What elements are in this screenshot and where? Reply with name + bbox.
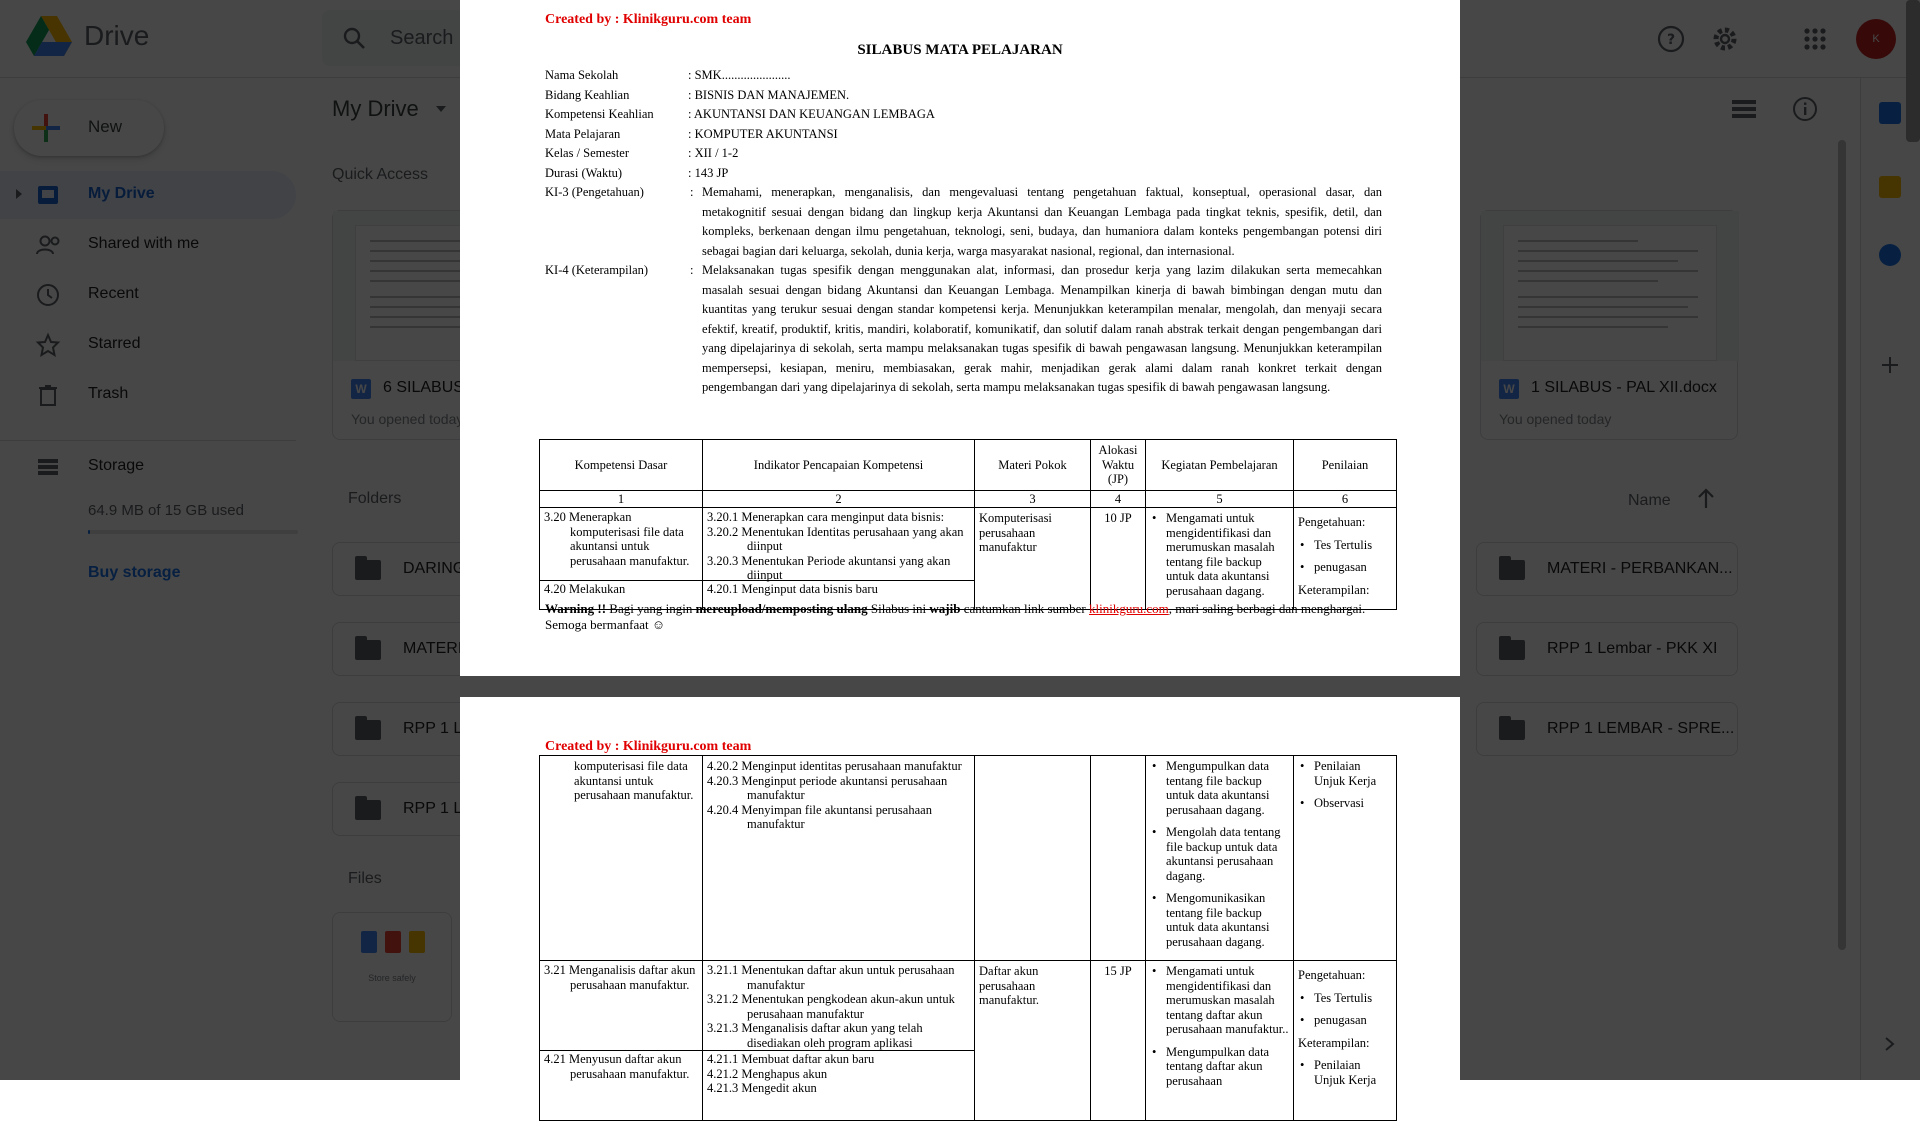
indikator-item: 4.20.1 Menginput data bisnis baru bbox=[707, 582, 878, 596]
info-value: : 143 JP bbox=[688, 166, 729, 180]
warning-note bbox=[545, 601, 1380, 633]
kegiatan-item: • Mengamati untuk mengidentifikasi dan merumuskan masalah tentang daftar akun perusahaan manufaktur.. bbox=[1150, 964, 1289, 1037]
column-number: 1 bbox=[540, 490, 703, 508]
info-label: Kelas / Semester bbox=[545, 146, 630, 160]
info-label: Kompetensi Keahlian bbox=[545, 107, 654, 121]
indikator-item: 3.20.2 Menentukan Identitas perusahaan yang akan diinput bbox=[707, 524, 964, 553]
warning-text: cantumkan link sumber bbox=[960, 601, 1089, 616]
warning-bold: mereupload/memposting ulang bbox=[695, 601, 868, 616]
kegiatan-item: • Mengolah data tentang file backup untuk data akuntansi perusahaan dagang. bbox=[1150, 825, 1289, 883]
waktu-cell: 10 JP bbox=[1091, 508, 1146, 610]
indikator-item: 3.21.3 Menganalisis daftar akun yang telah disediakan oleh program aplikasi bbox=[707, 1021, 923, 1050]
kd-3-21: 3.21 Menganalisis daftar akun perusahaan manufaktur. bbox=[544, 963, 696, 992]
penilaian-item: • Penilaian Unjuk Kerja bbox=[1298, 759, 1392, 788]
credit-line: Created by : Klinikguru.com team bbox=[545, 739, 752, 754]
kd-3-20: 3.20 Menerapkan komputerisasi file data akuntansi untuk perusahaan manufaktur. bbox=[544, 510, 690, 568]
kd-4-20: 4.20 Melakukan bbox=[544, 582, 626, 596]
header-penilaian: Penilaian bbox=[1294, 440, 1397, 491]
document-page-2 bbox=[460, 697, 1460, 1095]
syllabus-table-continued bbox=[539, 755, 1397, 1121]
info-value: : XII / 1-2 bbox=[688, 146, 739, 160]
ki4-colon: : bbox=[690, 263, 694, 277]
materi-cell: Daftar akun perusahaan manufaktur. bbox=[975, 961, 1091, 1121]
indikator-item: 4.21.2 Menghapus akun bbox=[707, 1066, 828, 1081]
info-value: : KOMPUTER AKUNTANSI bbox=[688, 127, 838, 141]
document-page-1 bbox=[460, 0, 1460, 676]
penilaian-item: • Penilaian Unjuk Kerja bbox=[1298, 1058, 1392, 1087]
penilaian-cell bbox=[1294, 756, 1397, 961]
ki3-text: Memahami, menerapkan, menganalisis, dan mengevaluasi tentang pengetahuan faktual, konseptual, operasional dasar, dan metakognitif sesuai dengan bidang dan lingkup kerja Akuntansi dan Keuangan Lembaga pada tingkat teknis, spesifik, detil, dan kompleks, berkenaan dengan ilmu pengetahuan, teknologi, seni, budaya, dan humaniora dalam konteks pengembangan potensi diri sebagai bagian dari keluarga, sekolah, dunia kerja, warga masyarakat nasional, regional, dan internasional. bbox=[702, 185, 1382, 258]
info-label: Durasi (Waktu) bbox=[545, 166, 623, 180]
ki3-label: KI-3 (Pengetahuan) bbox=[545, 185, 644, 199]
header-indikator: Indikator Pencapaian Kompetensi bbox=[703, 440, 975, 491]
indikator-item: 4.20.4 Menyimpan file akuntansi perusahaan manufaktur bbox=[707, 802, 932, 831]
kd-4-21: 4.21 Menyusun daftar akun perusahaan manufaktur. bbox=[544, 1052, 690, 1081]
source-link[interactable]: klinikguru.com bbox=[1088, 601, 1169, 616]
syllabus-table bbox=[539, 439, 1397, 610]
column-number: 3 bbox=[975, 490, 1091, 508]
kegiatan-cell bbox=[1146, 756, 1294, 961]
info-label: Mata Pelajaran bbox=[545, 127, 621, 141]
warning-text: Silabus ini bbox=[867, 601, 930, 616]
kd-cell: komputerisasi file data akuntansi untuk perusahaan manufaktur. bbox=[540, 756, 703, 961]
materi-cell bbox=[975, 756, 1091, 961]
materi-cell: Komputerisasi perusahaan manufaktur bbox=[975, 508, 1091, 610]
kegiatan-item: • Mengamati untuk mengidentifikasi dan merumuskan masalah tentang file backup untuk data akuntansi perusahaan dagang. bbox=[1150, 511, 1289, 598]
info-value: : AKUNTANSI DAN KEUANGAN LEMBAGA bbox=[688, 107, 935, 121]
ki4-text: Melaksanakan tugas spesifik dengan menggunakan alat, informasi, dan prosedur kerja yang lazim dilakukan serta memecahkan masalah sesuai dengan bidang Akuntansi dan Keuangan Lembaga. Menampilkan kinerja di bawah bimbingan dengan mutu dan kuantitas yang terukur sesuai dengan standar kompetensi kerja. Menunjukkan keterampilan menalar, mengolah, dan menyaji secara efektif, kreatif, produktif, kritis, mandiri, kolaboratif, komunikatif, dan solutif dalam ranah abstrak terkait dengan pengembangan dari yang dipelajarinya di sekolah, serta mampu melaksanakan tugas spesifik di bawah pengawasan langsung. Menunjukkan keterampilan mempersepsi, kesiapan, meniru, membiasakan, gerak mahir, menjadikan gerak alami dalam ranah konkret terkait dengan pengembangan dari yang dipelajarinya di sekolah, serta mampu melaksanakan tugas spesifik di bawah pengawasan langsung. bbox=[702, 263, 1382, 394]
warning-bold: Warning !! bbox=[545, 601, 607, 616]
indikator-item: 3.20.3 Menentukan Periode akuntansi yang akan diinput bbox=[707, 553, 951, 582]
penilaian-item: Pengetahuan: bbox=[1298, 968, 1366, 982]
kegiatan-cell bbox=[1146, 961, 1294, 1121]
header-kegiatan: Kegiatan Pembelajaran bbox=[1146, 440, 1294, 491]
info-label: Bidang Keahlian bbox=[545, 88, 630, 102]
indikator-item: 3.20.1 Menerapkan cara menginput data bisnis: bbox=[707, 510, 945, 524]
kegiatan-item: • Mengumpulkan data tentang daftar akun perusahaan bbox=[1150, 1045, 1289, 1089]
indikator-cell bbox=[703, 961, 975, 1121]
penilaian-item: Pengetahuan: bbox=[1298, 515, 1366, 529]
indikator-cell bbox=[703, 756, 975, 961]
waktu-cell bbox=[1091, 756, 1146, 961]
header-kompetensi-dasar: Kompetensi Dasar bbox=[540, 440, 703, 491]
penilaian-cell bbox=[1294, 508, 1397, 610]
column-number: 2 bbox=[703, 490, 975, 508]
header-alokasi-waktu: Alokasi Waktu (JP) bbox=[1091, 440, 1146, 491]
kegiatan-cell bbox=[1146, 508, 1294, 610]
indikator-item: 3.21.2 Menentukan pengkodean akun-akun untuk perusahaan manufaktur bbox=[707, 992, 955, 1021]
indikator-item: 4.20.2 Menginput identitas perusahaan manufaktur bbox=[707, 759, 962, 773]
column-number: 6 bbox=[1294, 490, 1397, 508]
header-materi-pokok: Materi Pokok bbox=[975, 440, 1091, 491]
penilaian-item: • Observasi bbox=[1298, 796, 1392, 811]
waktu-cell: 15 JP bbox=[1091, 961, 1146, 1121]
warning-bold: wajib bbox=[929, 601, 961, 616]
penilaian-item: • Tes Tertulis bbox=[1298, 991, 1392, 1006]
column-number: 5 bbox=[1146, 490, 1294, 508]
warning-text: , mari saling berbagi dan menghargai. Semoga bermanfaat ☺ bbox=[545, 601, 1366, 632]
info-value: : BISNIS DAN MANAJEMEN. bbox=[688, 88, 850, 102]
info-value: : SMK...................... bbox=[688, 68, 791, 82]
ki4-label: KI-4 (Keterampilan) bbox=[545, 263, 649, 277]
penilaian-item: • penugasan bbox=[1298, 1013, 1392, 1028]
kd-cell bbox=[540, 508, 703, 610]
column-number: 4 bbox=[1091, 490, 1146, 508]
ki3-colon: : bbox=[690, 185, 694, 199]
indikator-item: 4.21.1 Membuat daftar akun baru bbox=[707, 1052, 875, 1066]
kegiatan-item: • Mengomunikasikan tentang file backup untuk data akuntansi perusahaan dagang. bbox=[1150, 891, 1289, 949]
penilaian-item: Keterampilan: bbox=[1298, 582, 1370, 597]
document-title: SILABUS MATA PELAJARAN bbox=[857, 42, 1063, 58]
penilaian-item: Keterampilan: bbox=[1298, 1035, 1370, 1050]
warning-text: Bagi yang ingin bbox=[606, 601, 696, 616]
penilaian-item: • Tes Tertulis bbox=[1298, 538, 1392, 553]
indikator-item: 4.20.3 Menginput periode akuntansi perusahaan manufaktur bbox=[707, 773, 948, 802]
indikator-item: 4.21.3 Mengedit akun bbox=[707, 1081, 817, 1095]
indikator-item: 3.21.1 Menentukan daftar akun untuk perusahaan manufaktur bbox=[707, 963, 955, 992]
credit-line: Created by : Klinikguru.com team bbox=[545, 12, 752, 27]
kegiatan-item: • Mengumpulkan data tentang file backup untuk data akuntansi perusahaan dagang. bbox=[1150, 759, 1289, 817]
info-label: Nama Sekolah bbox=[545, 68, 619, 82]
penilaian-cell bbox=[1294, 961, 1397, 1121]
indikator-cell bbox=[703, 508, 975, 610]
kd-cell bbox=[540, 961, 703, 1121]
penilaian-item: • penugasan bbox=[1298, 560, 1392, 575]
